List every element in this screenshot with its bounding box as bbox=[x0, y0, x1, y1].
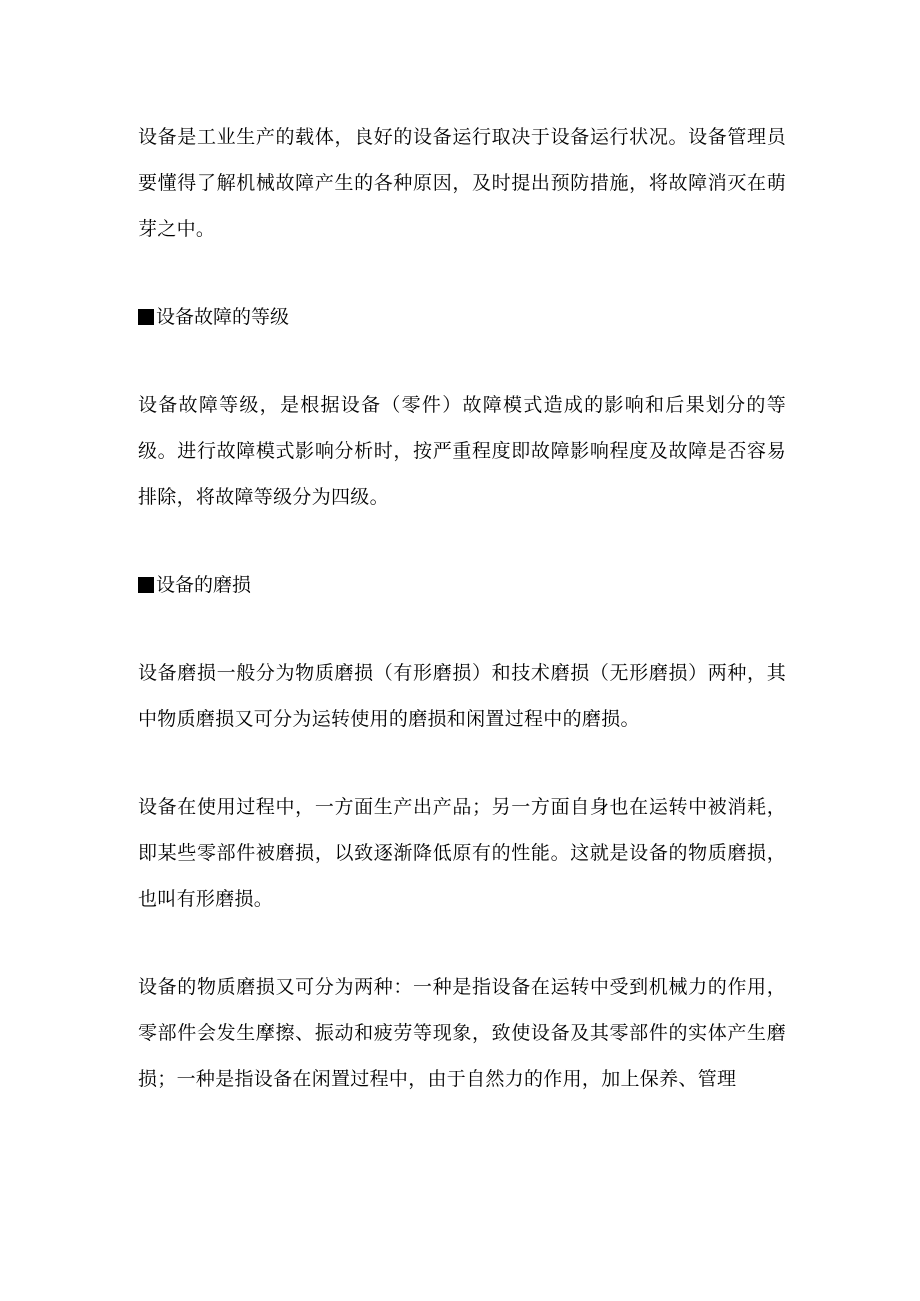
paragraph-physical-wear: 设备在使用过程中，一方面生产出产品；另一方面自身也在运转中被消耗，即某些零部件被磨损，以致逐渐降低原有的性能。这就是设备的物质磨损，也叫有形磨损。 bbox=[138, 796, 786, 910]
spacer bbox=[138, 520, 786, 562]
document-body bbox=[138, 114, 786, 1102]
section-heading-fault-levels bbox=[138, 294, 786, 340]
section-heading-wear bbox=[138, 562, 786, 608]
spacer bbox=[138, 608, 786, 650]
square-bullet-icon bbox=[138, 309, 154, 325]
spacer bbox=[138, 340, 786, 382]
paragraph-wear-types: 设备磨损一般分为物质磨损（有形磨损）和技术磨损（无形磨损）两种，其中物质磨损又可分为运转使用的磨损和闲置过程中的磨损。 bbox=[138, 662, 786, 730]
paragraph-fault-levels: 设备故障等级，是根据设备（零件）故障模式造成的影响和后果划分的等级。进行故障模式影响分析时，按严重程度即故障影响程度及故障是否容易排除，将故障等级分为四级。 bbox=[138, 394, 786, 508]
paragraph-physical-wear-kinds: 设备的物质磨损又可分为两种：一种是指设备在运转中受到机械力的作用，零部件会发生摩擦、振动和疲劳等现象，致使设备及其零部件的实体产生磨损；一种是指设备在闲置过程中，由于自然力的作用，加上保养、管理 bbox=[138, 976, 786, 1090]
section-heading-text: 设备故障的等级 bbox=[156, 306, 290, 328]
square-bullet-icon bbox=[138, 577, 154, 593]
section-heading-text: 设备的磨损 bbox=[156, 574, 252, 596]
spacer bbox=[138, 922, 786, 964]
paragraph-intro: 设备是工业生产的载体，良好的设备运行取决于设备运行状况。设备管理员要懂得了解机械故障产生的各种原因，及时提出预防措施，将故障消灭在萌芽之中。 bbox=[138, 126, 786, 240]
spacer bbox=[138, 252, 786, 294]
spacer bbox=[138, 742, 786, 784]
